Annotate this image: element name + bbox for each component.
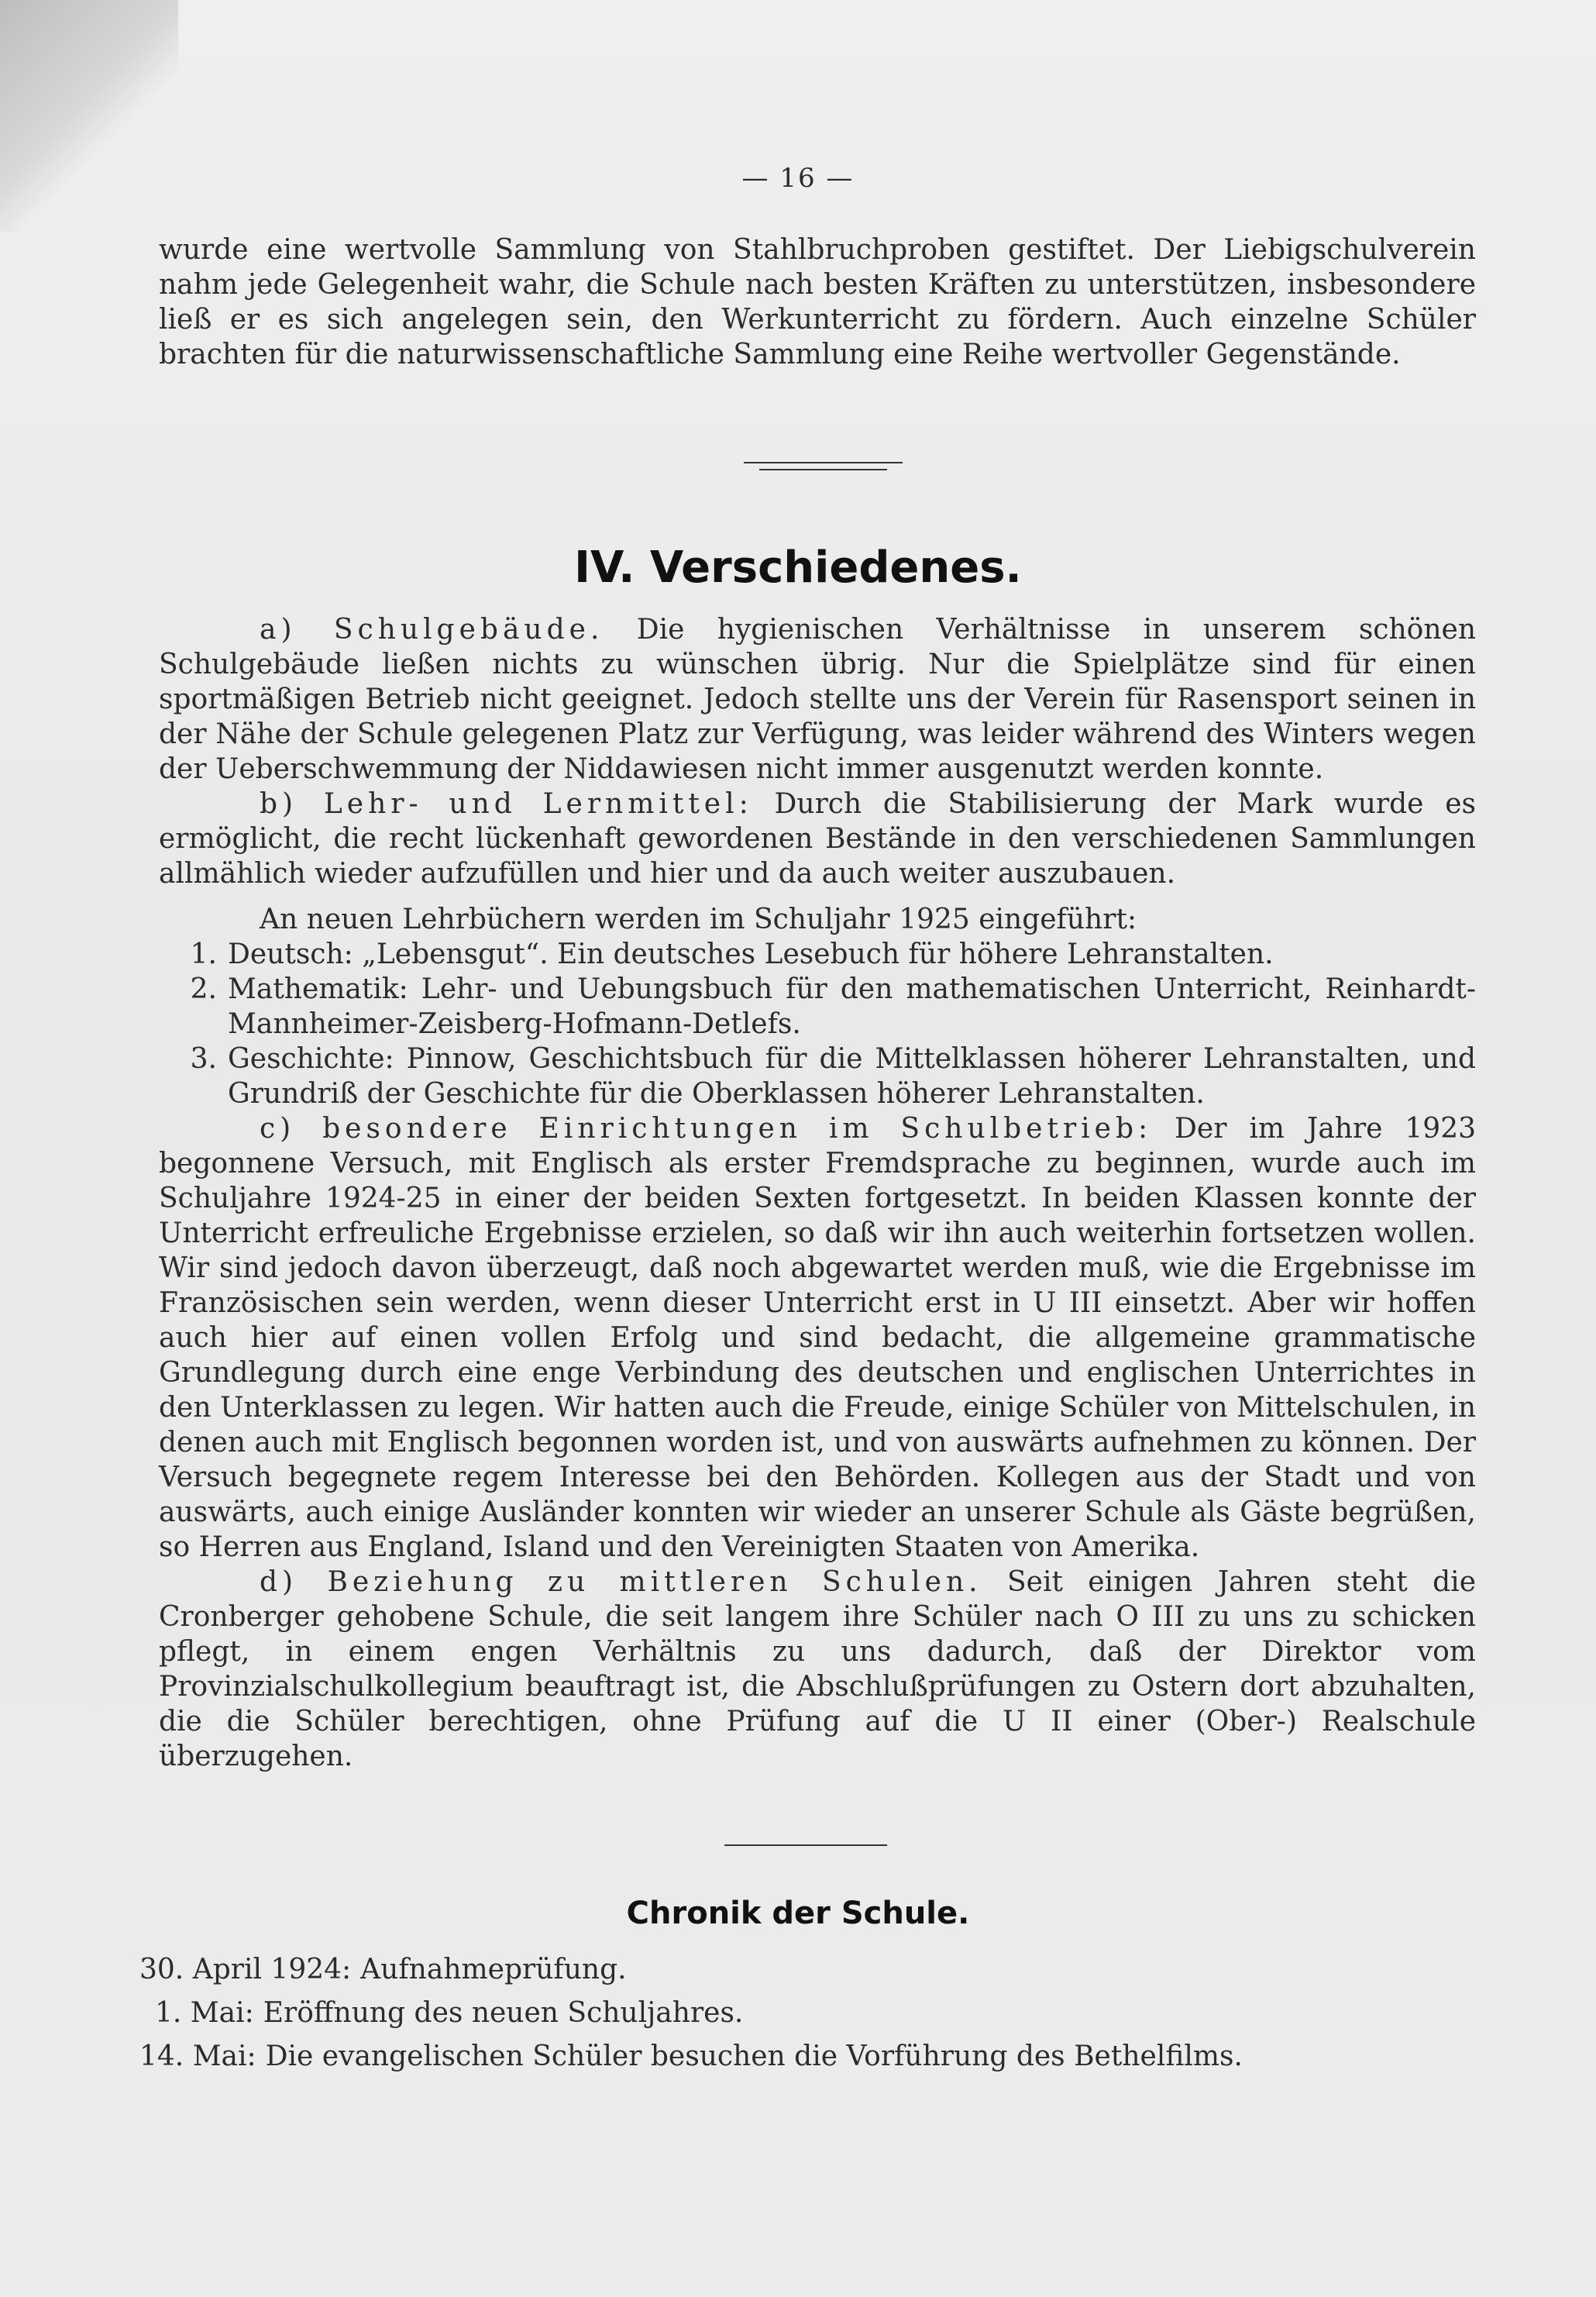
textbook-list (159, 937, 1476, 1111)
paragraph-b (159, 787, 1476, 891)
page-number: — 16 — (741, 163, 855, 194)
chronicle-event: Eröffnung des neuen Schuljahres. (263, 1997, 744, 2029)
section-body (159, 612, 1476, 1774)
chronicle-entry (139, 1992, 1457, 2035)
books-intro: An neuen Lehrbüchern werden im Schuljahr 1925 eingeführt: (260, 904, 1137, 935)
text-c: Der im Jahre 1923 begonnene Versuch, mit Englisch als erster Fremdsprache zu beginnen, wurde auch im Schuljahre 1924-25 in einer der beiden Sexten fortgesetzt. In beiden Klassen konnte der Unterricht erfreuliche Ergebnisse erzielen, so daß wir ihn auch weiterhin fortsetzen wollen. Wir sind jedoch davon überzeugt, daß noch abgewartet werden muß, wie die Ergebnisse im Französischen sein werden, wenn dieser Unterricht erst in U III einsetzt. Aber wir hoffen auch hier auf einen vollen Erfolg und sind bedacht, die allgemeine grammatische Grundlegung durch eine enge Verbindung des deutschen und englischen Unterrichtes in den Unterklassen zu legen. Wir hatten auch die Freude, einige Schüler von Mittelschulen, in denen auch mit Englisch begonnen worden ist, und von auswärts aufnehmen zu können. Der Versuch begegnete regem Interesse bei den Behörden. Kollegen aus der Stadt und von auswärts, auch einige Ausländer konnten wir wieder an unserer Schule als Gäste begrüßen, so Herren aus England, Island und den Vereinigten Staaten von Amerika. (159, 1113, 1476, 1563)
paragraph-c (159, 1111, 1476, 1565)
chronicle-title: Chronik der Schule. (626, 1896, 970, 1931)
chronicle-date: 1. Mai: (155, 1997, 254, 2029)
chronicle-event: Die evangelischen Schüler besuchen die Vorführung des Bethelfilms. (265, 2040, 1243, 2072)
list-text: Mathematik: Lehr- und Uebungsbuch für den mathematischen Unterricht, Reinhardt-Mannheimer-Zeisberg-Hofmann-Detlefs. (228, 973, 1476, 1040)
section-title: IV. Verschiedenes. (574, 542, 1022, 593)
chronicle-section (139, 1948, 1457, 2078)
label-b: b) Lehr- und Lernmittel: (260, 788, 753, 820)
text-d: Seit einigen Jahren steht die Cronberger gehobene Schule, die seit langem ihre Schüler nach O III zu uns zu schicken pflegt, in einem engen Verhältnis zu uns dadurch, daß der Direktor vom Provinzialschulkollegium beauftragt ist, die Abschlußprüfungen zu Ostern dort abzuhalten, die die Schüler berechtigen, ohne Prüfung auf die U II einer (Ober-) Realschule überzugehen. (159, 1566, 1476, 1772)
list-item (159, 972, 1476, 1042)
label-c: c) besondere Einrichtungen im Schulbetrieb: (260, 1113, 1153, 1145)
list-number: 3. (190, 1043, 217, 1075)
paragraph-a (159, 612, 1476, 787)
text-b: Durch die Stabilisierung der Mark wurde es ermöglicht, die recht lückenhaft gewordenen Bestände in den verschiedenen Sammlungen allmählich wieder aufzufüllen und hier und da auch weiter auszubauen. (159, 788, 1476, 890)
chronicle-entry (139, 1948, 1457, 1992)
divider-top-2 (759, 469, 887, 470)
paragraph-d (159, 1565, 1476, 1774)
intro-paragraph: wurde eine wertvolle Sammlung von Stahlbruchproben gestiftet. Der Liebigschulverein nahm jede Gelegenheit wahr, die Schule nach besten Kräften zu unterstützen, insbesondere ließ er es sich angelegen sein, den Werkunterricht zu fördern. Auch einzelne Schüler brachten für die naturwissenschaftliche Sammlung eine Reihe wertvoller Gegenstände. (159, 234, 1476, 370)
chronicle-entry (139, 2035, 1457, 2078)
chronicle-list (139, 1948, 1457, 2078)
intro-section (159, 232, 1476, 372)
list-number: 1. (190, 938, 217, 970)
chronicle-date: 14. Mai: (139, 2040, 256, 2072)
divider-bottom (724, 1844, 887, 1846)
folded-corner (0, 0, 178, 232)
list-item (159, 937, 1476, 972)
label-d: d) Beziehung zu mittleren Schulen. (260, 1566, 982, 1598)
divider-top-1 (744, 462, 903, 463)
list-item (159, 1042, 1476, 1111)
text-a: Die hygienischen Verhältnisse in unserem schönen Schulgebäude ließen nichts zu wünschen übrig. Nur die Spielplätze sind für einen sportmäßigen Betrieb nicht geeignet. Jedoch stellte uns der Verein für Rasensport seinen in der Nähe der Schule gelegenen Platz zur Verfügung, was leider während des Winters wegen der Ueberschwemmung der Niddawiesen nicht immer ausgenutzt werden konnte. (159, 614, 1477, 785)
list-number: 2. (190, 973, 217, 1005)
chronicle-date: 30. April 1924: (139, 1954, 352, 1985)
list-text: Geschichte: Pinnow, Geschichtsbuch für die Mittelklassen höherer Lehranstalten, und Grundriß der Geschichte für die Oberklassen höherer Lehranstalten. (228, 1043, 1476, 1110)
label-a: a) Schulgebäude. (260, 614, 604, 646)
list-text: Deutsch: „Lebensgut“. Ein deutsches Lesebuch für höhere Lehranstalten. (228, 938, 1274, 970)
chronicle-event: Aufnahmeprüfung. (360, 1954, 627, 1985)
